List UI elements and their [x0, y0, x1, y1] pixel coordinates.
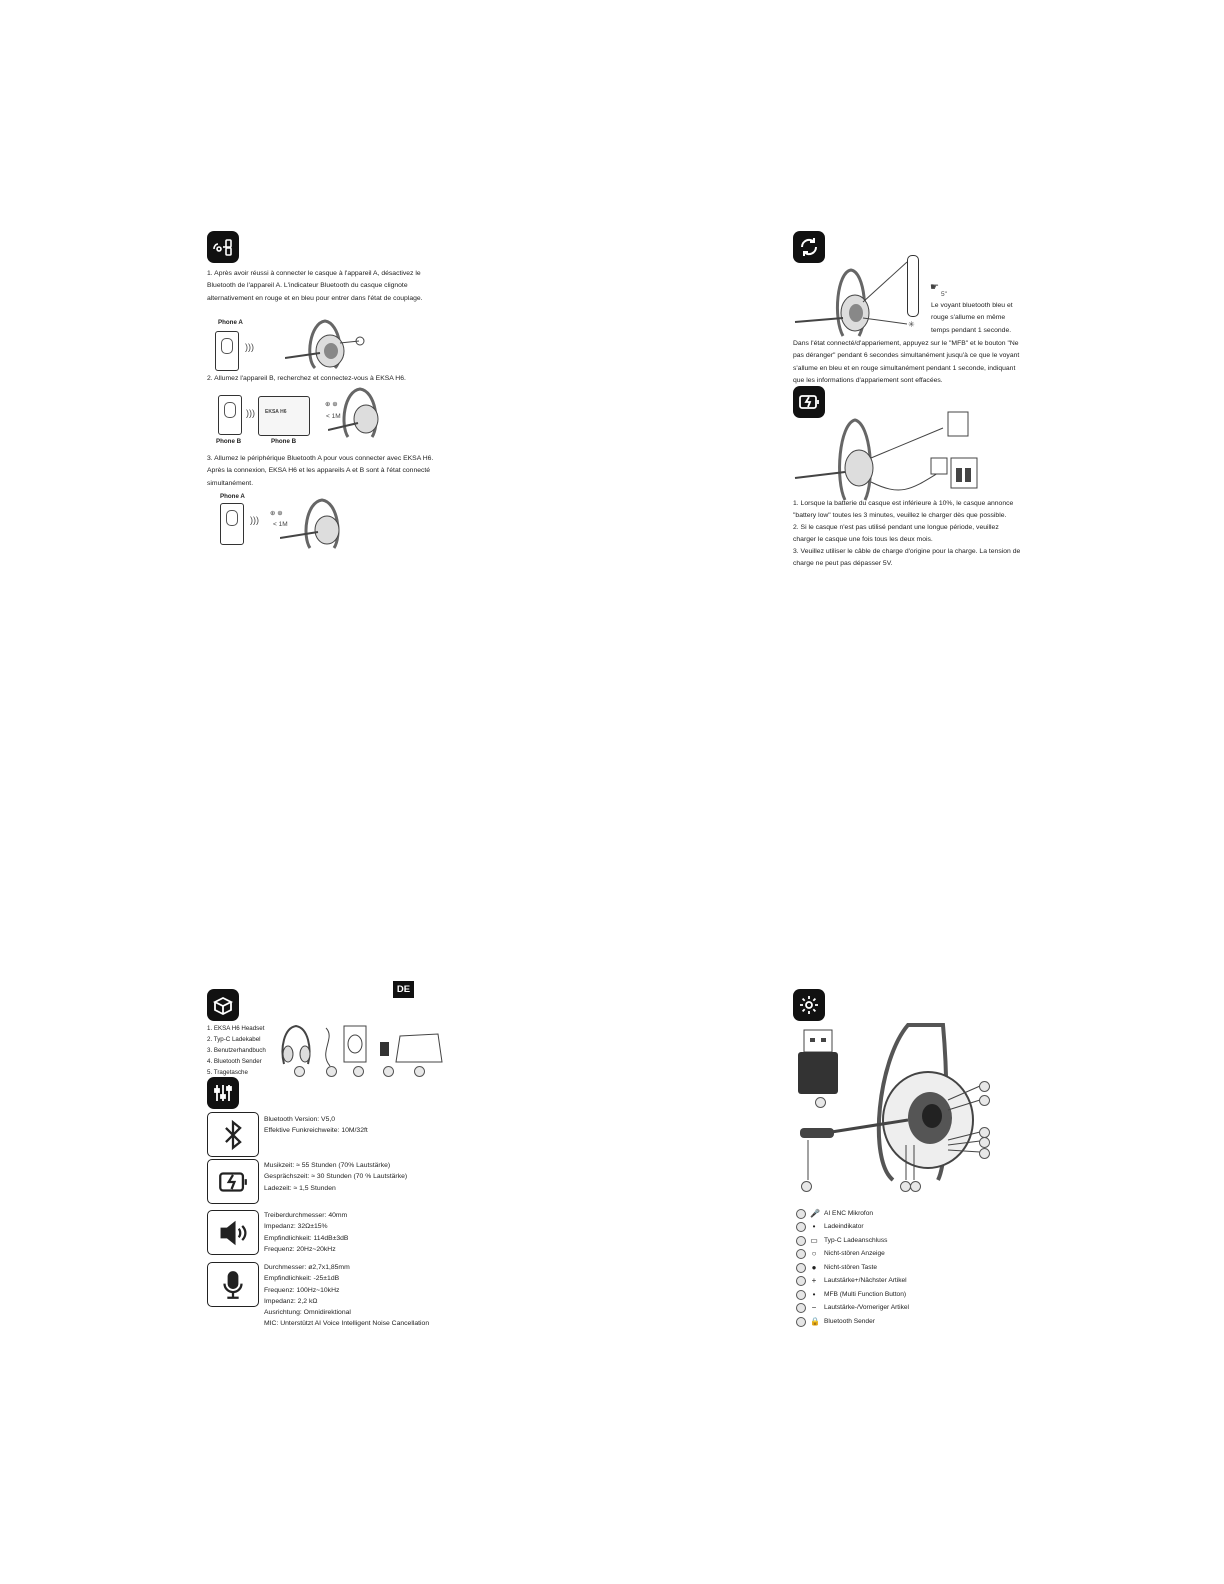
battery-specs: Musikzeit: ≈ 55 Stunden (70% Lautstärke) Gesprächszeit: ≈ 30 Stunden (70 % Lautstärke) Ladezeit: ≈ 1,5 Stunden	[264, 1162, 408, 1192]
phone-b-label-2: Phone B	[271, 438, 297, 445]
multipoint-icon	[207, 231, 239, 263]
charging-note-1: 1. Lorsque la batterie du casque est inférieure à 10%, le casque annonce "battery low" toutes les 3 minutes, veuillez le charger dès que possible.	[793, 500, 1014, 520]
item-marker	[353, 1066, 364, 1077]
item-marker	[383, 1066, 394, 1077]
box-item: 5. Tragetasche	[207, 1069, 248, 1076]
button-strip-illustration	[907, 255, 919, 317]
phone-b-label: Phone B	[216, 438, 242, 445]
led-note: Le voyant bluetooth bleu et rouge s'allume en même temps pendant 1 seconde.	[931, 302, 1013, 334]
phone-a-illustration	[215, 331, 239, 371]
headset-illustration	[280, 496, 350, 551]
legend-item: ● Nicht-stören Taste	[796, 1262, 877, 1273]
box-items-list	[207, 1023, 266, 1078]
part-marker	[801, 1181, 812, 1192]
indicator-icons: ⊕ ⊕	[325, 401, 338, 408]
signal-icon: )))	[250, 515, 259, 525]
bluetooth-icon	[207, 1112, 259, 1157]
signal-icon: )))	[246, 408, 255, 418]
gear-icon	[793, 989, 825, 1021]
legend-item: ○ Nicht-stören Anzeige	[796, 1248, 885, 1259]
box-item: 3. Benutzerhandbuch	[207, 1047, 266, 1054]
speaker-icon	[207, 1210, 259, 1255]
bluetooth-settings-screen: EKSA H6	[258, 396, 310, 436]
legend-item: ▭ Typ-C Ladeanschluss	[796, 1235, 887, 1246]
microphone-icon	[207, 1262, 259, 1307]
speaker-specs: Treiberdurchmesser: 40mm Impedanz: 32Ω±15% Empfindlichkeit: 114dB±3dB Frequenz: 20Hz~20kHz	[264, 1212, 349, 1253]
legend-item: 🔒 Bluetooth Sender	[796, 1316, 875, 1327]
legend-item: + Lautstärke+/Nächster Artikel	[796, 1275, 907, 1286]
part-marker	[910, 1181, 921, 1192]
part-marker	[979, 1137, 990, 1148]
timer-label: 5"	[941, 291, 947, 298]
hand-press-icon: ☛	[930, 282, 939, 293]
indicator-icons: ⊕ ⊕	[270, 510, 283, 517]
charging-note-2: 2. Si le casque n'est pas utilisé pendant une longue période, veuillez charger le casque une fois tous les deux mois.	[793, 524, 999, 544]
language-badge: DE	[393, 981, 414, 998]
phone-a-illustration	[220, 503, 244, 545]
signal-icon: )))	[245, 342, 254, 352]
distance-label-1: < 1M	[326, 413, 341, 420]
box-item: 2. Typ-C Ladekabel	[207, 1036, 261, 1043]
charging-illustration	[793, 408, 1013, 503]
box-item: 4. Bluetooth Sender	[207, 1058, 262, 1065]
part-marker	[979, 1148, 990, 1159]
charging-note-3: 3. Veuillez utiliser le câble de charge d'origine pour la charge. La tension de charge ne peut pas dépasser 5V.	[793, 548, 1021, 568]
distance-label-2: < 1M	[273, 521, 288, 528]
headset-illustration	[285, 313, 365, 373]
legend-item: • Ladeindikator	[796, 1221, 864, 1232]
item-marker	[414, 1066, 425, 1077]
box-contents-icon	[207, 989, 239, 1021]
legend-item: − Lautstärke-/Vorneriger Artikel	[796, 1302, 909, 1313]
sun-icon: ✳	[908, 320, 915, 329]
headset-illustration	[328, 385, 388, 440]
legend-item: 🎤 AI ENC Mikrofon	[796, 1208, 873, 1219]
item-marker	[326, 1066, 337, 1077]
mic-specs: Durchmesser: ø2,7x1,85mm Empfindlichkeit: -25±1dB Frequenz: 100Hz~10kHz Impedanz: 2,2 kΩ Ausrichtung: Omnidirektional MIC: Unterstützt AI Voice Intelligent Noise Cancellation	[264, 1264, 430, 1328]
reset-instructions: Dans l'état connecté/d'appariement, appuyez sur le "MFB" et le bouton "Ne pas déranger" pendant 6 secondes simultanément jusqu'à ce que le voyant s'allume en bleu et en rouge simultanément pendant 1 seconde, indiquant que les informations d'appariement sont effacées.	[793, 340, 1020, 385]
box-item: 1. EKSA H6 Headset	[207, 1025, 265, 1032]
phone-b-illustration	[218, 395, 242, 435]
part-marker	[979, 1095, 990, 1106]
part-marker	[979, 1081, 990, 1092]
bluetooth-specs: Bluetooth Version: V5,0 Effektive Funkreichweite: 10M/32ft	[264, 1116, 368, 1135]
battery-icon	[207, 1159, 259, 1204]
headset-parts-illustration	[798, 1020, 998, 1190]
item-marker	[294, 1066, 305, 1077]
pairing-step-2: 2. Allumez l'appareil B, recherchez et connectez-vous à EKSA H6.	[207, 375, 406, 382]
phone-a-label: Phone A	[218, 319, 243, 326]
legend-item: • MFB (Multi Function Button)	[796, 1289, 906, 1300]
pairing-step-1: 1. Après avoir réussi à connecter le casque à l'appareil A, désactivez le Bluetooth de l'appareil A. L'indicateur Bluetooth du casque clignote alternativement en rouge et en bleu pour entrer dans l'état de couplage.	[207, 270, 423, 302]
specs-sliders-icon	[207, 1077, 239, 1109]
phone-a-label-2: Phone A	[220, 493, 245, 500]
pairing-step-3: 3. Allumez le périphérique Bluetooth A pour vous connecter avec EKSA H6. Après la connexion, EKSA H6 et les appareils A et B sont à l'état connecté simultanément.	[207, 455, 434, 487]
